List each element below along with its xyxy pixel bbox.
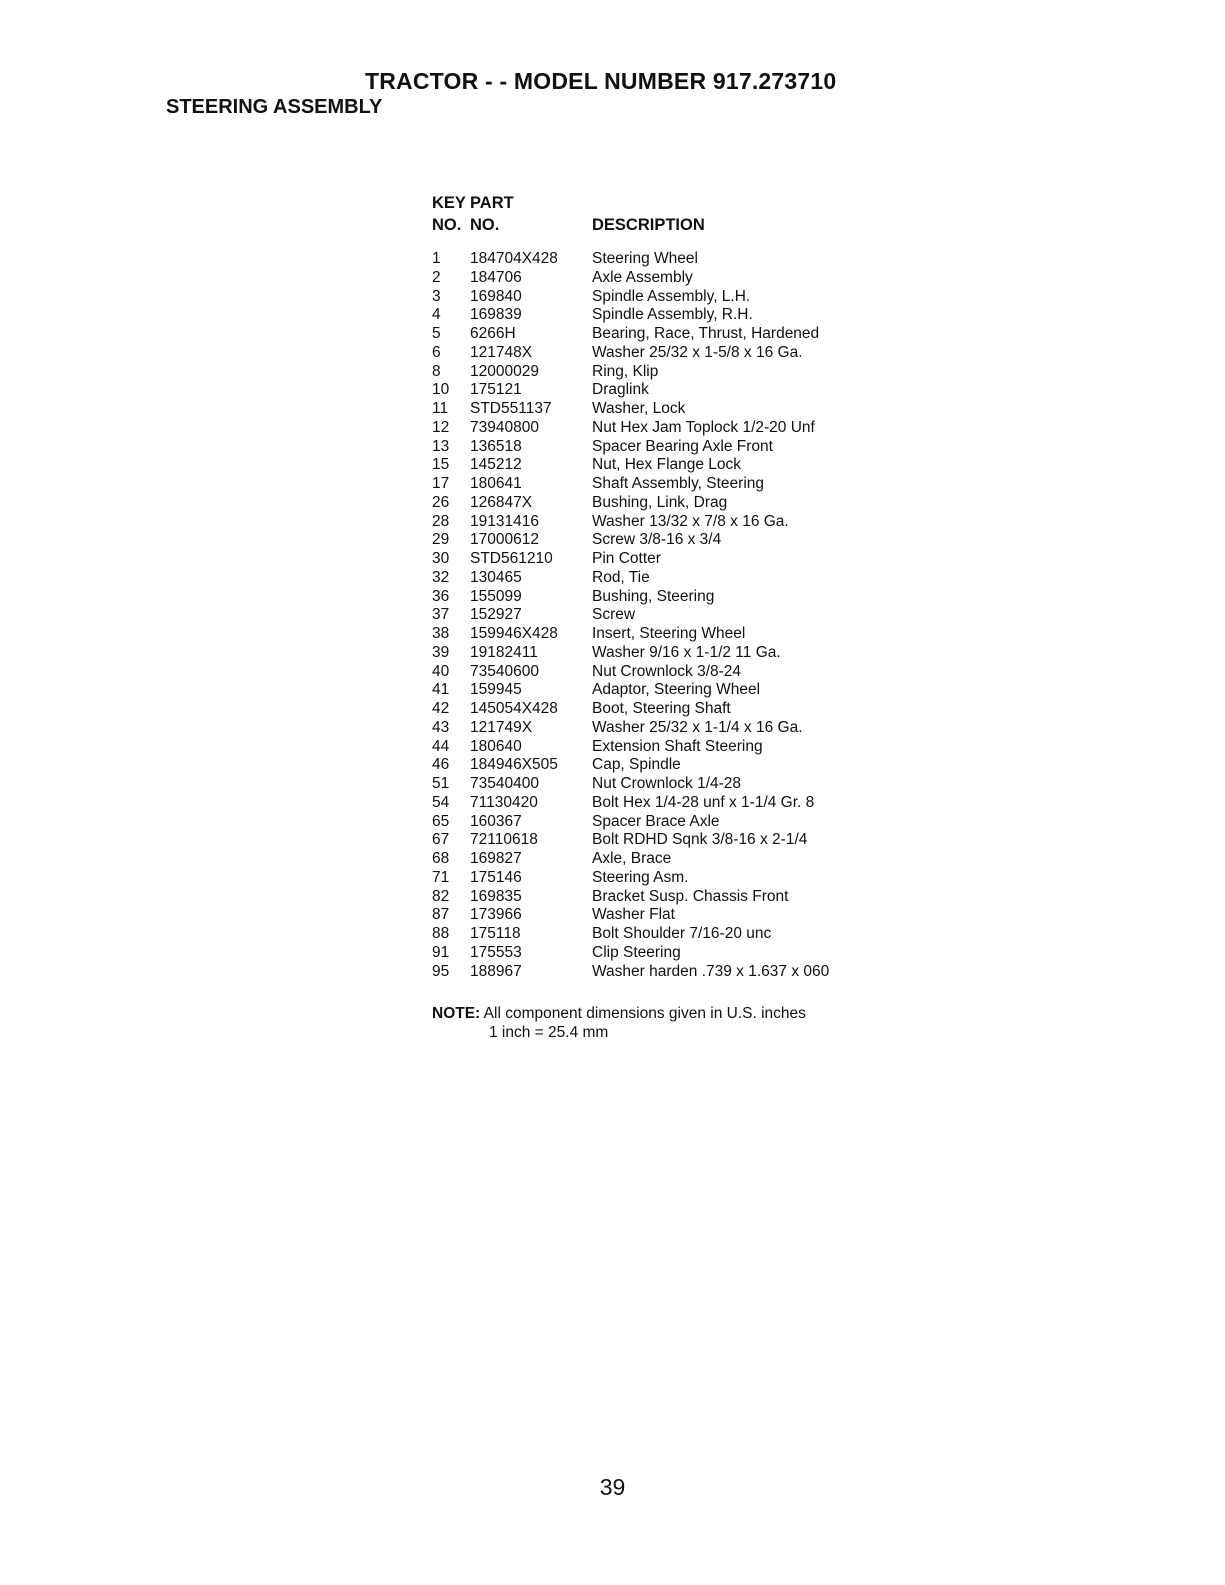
part-description: Ring, Klip bbox=[592, 362, 659, 380]
page-number: 39 bbox=[599, 1474, 626, 1500]
table-row bbox=[432, 775, 892, 794]
key-number: 5 bbox=[432, 325, 441, 342]
part-number: 152927 bbox=[470, 606, 522, 624]
header-key: KEY bbox=[432, 194, 466, 212]
part-description: Nut Hex Jam Toplock 1/2-20 Unf bbox=[592, 418, 815, 436]
part-number: 12000029 bbox=[470, 362, 539, 380]
part-description: Spindle Assembly, R.H. bbox=[592, 306, 753, 324]
part-description: Steering Asm. bbox=[592, 868, 689, 886]
part-number: 17000612 bbox=[470, 531, 539, 549]
key-number: 26 bbox=[432, 493, 450, 511]
table-row bbox=[432, 944, 892, 963]
key-number: 91 bbox=[432, 943, 450, 961]
table-row bbox=[432, 569, 892, 588]
part-number: 169835 bbox=[470, 887, 522, 905]
table-row bbox=[432, 250, 892, 269]
key-number: 30 bbox=[432, 550, 450, 567]
key-number: 2 bbox=[432, 268, 441, 286]
part-number: 184706 bbox=[470, 268, 522, 286]
header-part-no: NO. bbox=[470, 216, 500, 234]
key-number: 71 bbox=[432, 868, 450, 886]
part-description: Bushing, Steering bbox=[592, 587, 715, 605]
part-description: Spacer Bearing Axle Front bbox=[592, 437, 773, 455]
part-description: Washer 25/32 x 1-5/8 x 16 Ga. bbox=[592, 343, 803, 361]
part-number: 71130420 bbox=[470, 793, 538, 811]
part-description: Rod, Tie bbox=[592, 568, 650, 586]
part-description: Nut Crownlock 1/4-28 bbox=[592, 775, 742, 792]
key-number: 38 bbox=[432, 625, 450, 642]
key-number: 37 bbox=[432, 606, 450, 624]
table-row bbox=[432, 738, 892, 757]
table-body bbox=[432, 250, 892, 981]
table-row bbox=[432, 700, 892, 719]
table-row bbox=[432, 438, 892, 457]
key-number: 17 bbox=[432, 475, 450, 492]
key-number: 44 bbox=[432, 737, 450, 755]
key-number: 1 bbox=[432, 250, 441, 267]
key-number: 54 bbox=[432, 793, 450, 811]
part-number: 175121 bbox=[470, 381, 522, 399]
table-row bbox=[432, 625, 892, 644]
part-number: 184704X428 bbox=[470, 250, 558, 267]
part-number: 169840 bbox=[470, 287, 522, 305]
part-number: 130465 bbox=[470, 568, 522, 586]
part-description: Screw bbox=[592, 606, 636, 624]
table-row bbox=[432, 794, 892, 813]
table-row bbox=[432, 888, 892, 907]
key-number: 67 bbox=[432, 831, 450, 849]
part-number: 184946X505 bbox=[470, 756, 558, 774]
key-number: 11 bbox=[432, 400, 449, 417]
table-row bbox=[432, 344, 892, 363]
key-number: 36 bbox=[432, 587, 450, 605]
table-row bbox=[432, 606, 892, 625]
key-number: 15 bbox=[432, 456, 450, 474]
part-description: Clip Steering bbox=[592, 943, 681, 961]
key-number: 29 bbox=[432, 531, 450, 549]
table-row bbox=[432, 925, 892, 944]
part-description: Washer harden .739 x 1.637 x 060 bbox=[592, 962, 830, 980]
table-header-row-1 bbox=[432, 194, 892, 216]
table-row bbox=[432, 813, 892, 832]
part-description: Bearing, Race, Thrust, Hardened bbox=[592, 325, 820, 342]
key-number: 32 bbox=[432, 568, 450, 586]
note-text: All component dimensions given in U.S. inches bbox=[483, 1005, 806, 1022]
note-label: NOTE: bbox=[432, 1005, 481, 1022]
table-row bbox=[432, 363, 892, 382]
part-number: 73540400 bbox=[470, 775, 539, 792]
part-number: 175118 bbox=[470, 925, 521, 942]
part-number: 136518 bbox=[470, 437, 522, 455]
key-number: 28 bbox=[432, 512, 450, 530]
part-description: Shaft Assembly, Steering bbox=[592, 475, 765, 492]
key-number: 46 bbox=[432, 756, 450, 774]
table-row bbox=[432, 288, 892, 307]
table-row bbox=[432, 906, 892, 925]
part-description: Bolt Shoulder 7/16-20 unc bbox=[592, 925, 772, 942]
table-row bbox=[432, 381, 892, 400]
part-number: 145054X428 bbox=[470, 700, 558, 717]
table-row bbox=[432, 831, 892, 850]
part-number: 159945 bbox=[470, 681, 522, 699]
table-row bbox=[432, 531, 892, 550]
part-number: STD561210 bbox=[470, 550, 553, 567]
part-number: 173966 bbox=[470, 906, 522, 924]
table-row bbox=[432, 850, 892, 869]
table-row bbox=[432, 663, 892, 682]
part-number: 180641 bbox=[470, 475, 522, 492]
table-row bbox=[432, 588, 892, 607]
part-description: Spacer Brace Axle bbox=[592, 812, 720, 830]
part-number: 169839 bbox=[470, 306, 522, 324]
table-row bbox=[432, 869, 892, 888]
part-description: Bolt RDHD Sqnk 3/8-16 x 2-1/4 bbox=[592, 831, 808, 849]
table-row bbox=[432, 550, 892, 569]
header-part: PART bbox=[470, 194, 514, 212]
key-number: 6 bbox=[432, 343, 441, 361]
key-number: 82 bbox=[432, 887, 450, 905]
table-row bbox=[432, 475, 892, 494]
part-description: Draglink bbox=[592, 381, 649, 399]
header-description: DESCRIPTION bbox=[592, 216, 705, 234]
part-number: 159946X428 bbox=[470, 625, 558, 642]
part-number: 188967 bbox=[470, 962, 522, 980]
key-number: 8 bbox=[432, 362, 441, 380]
part-description: Washer, Lock bbox=[592, 400, 686, 417]
table-row bbox=[432, 494, 892, 513]
part-description: Bracket Susp. Chassis Front bbox=[592, 887, 789, 905]
part-number: 19182411 bbox=[470, 643, 538, 661]
part-description: Nut, Hex Flange Lock bbox=[592, 456, 742, 474]
part-number: 155099 bbox=[470, 587, 522, 605]
part-number: 121748X bbox=[470, 343, 533, 361]
section-title: STEERING ASSEMBLY bbox=[166, 96, 383, 118]
part-number: 72110618 bbox=[470, 831, 538, 849]
part-number: 121749X bbox=[470, 718, 533, 736]
part-number: 73540600 bbox=[470, 662, 539, 680]
part-description: Pin Cotter bbox=[592, 550, 661, 567]
table-row bbox=[432, 513, 892, 532]
table-row bbox=[432, 400, 892, 419]
note-line-2: 1 inch = 25.4 mm bbox=[489, 1024, 609, 1041]
key-number: 65 bbox=[432, 812, 450, 830]
key-number: 4 bbox=[432, 306, 441, 324]
key-number: 43 bbox=[432, 718, 450, 736]
part-description: Nut Crownlock 3/8-24 bbox=[592, 662, 742, 680]
key-number: 39 bbox=[432, 643, 450, 661]
note-block bbox=[432, 1004, 806, 1042]
part-description: Washer Flat bbox=[592, 906, 675, 924]
part-number: 160367 bbox=[470, 812, 522, 830]
part-number: 175553 bbox=[470, 943, 522, 961]
key-number: 68 bbox=[432, 850, 450, 867]
part-description: Insert, Steering Wheel bbox=[592, 625, 746, 642]
table-row bbox=[432, 306, 892, 325]
table-row bbox=[432, 419, 892, 438]
part-number: 19131416 bbox=[470, 512, 539, 530]
part-description: Axle Assembly bbox=[592, 268, 693, 286]
note-line-1 bbox=[432, 1004, 806, 1023]
part-description: Spindle Assembly, L.H. bbox=[592, 287, 751, 305]
table-row bbox=[432, 325, 892, 344]
part-description: Steering Wheel bbox=[592, 250, 698, 267]
key-number: 40 bbox=[432, 662, 450, 680]
key-number: 13 bbox=[432, 437, 450, 455]
part-description: Boot, Steering Shaft bbox=[592, 700, 731, 717]
part-description: Bolt Hex 1/4-28 unf x 1-1/4 Gr. 8 bbox=[592, 793, 815, 811]
part-number: 145212 bbox=[470, 456, 522, 474]
part-description: Screw 3/8-16 x 3/4 bbox=[592, 531, 722, 549]
key-number: 42 bbox=[432, 700, 450, 717]
header-key-no: NO. bbox=[432, 216, 462, 234]
part-number: 126847X bbox=[470, 493, 533, 511]
table-header-row-2 bbox=[432, 216, 892, 238]
page-title: TRACTOR - - MODEL NUMBER 917.273710 bbox=[365, 68, 837, 94]
part-number: 175146 bbox=[470, 868, 522, 886]
table-row bbox=[432, 269, 892, 288]
table-row bbox=[432, 963, 892, 982]
part-description: Washer 13/32 x 7/8 x 16 Ga. bbox=[592, 512, 789, 530]
key-number: 41 bbox=[432, 681, 450, 699]
part-description: Washer 25/32 x 1-1/4 x 16 Ga. bbox=[592, 718, 803, 736]
key-number: 10 bbox=[432, 381, 450, 399]
part-description: Bushing, Link, Drag bbox=[592, 493, 728, 511]
key-number: 88 bbox=[432, 925, 450, 942]
key-number: 87 bbox=[432, 906, 450, 924]
part-number: STD551137 bbox=[470, 400, 552, 417]
key-number: 3 bbox=[432, 287, 441, 305]
part-number: 169827 bbox=[470, 850, 522, 867]
table-row bbox=[432, 756, 892, 775]
part-number: 180640 bbox=[470, 737, 522, 755]
table-row bbox=[432, 456, 892, 475]
part-number: 6266H bbox=[470, 325, 516, 342]
parts-table bbox=[432, 194, 892, 981]
key-number: 95 bbox=[432, 962, 450, 980]
key-number: 51 bbox=[432, 775, 450, 792]
part-description: Cap, Spindle bbox=[592, 756, 681, 774]
table-row bbox=[432, 681, 892, 700]
key-number: 12 bbox=[432, 418, 450, 436]
part-description: Washer 9/16 x 1-1/2 11 Ga. bbox=[592, 643, 781, 661]
table-row bbox=[432, 644, 892, 663]
part-description: Adaptor, Steering Wheel bbox=[592, 681, 761, 699]
part-description: Extension Shaft Steering bbox=[592, 737, 763, 755]
table-row bbox=[432, 719, 892, 738]
part-number: 73940800 bbox=[470, 418, 539, 436]
part-description: Axle, Brace bbox=[592, 850, 672, 867]
